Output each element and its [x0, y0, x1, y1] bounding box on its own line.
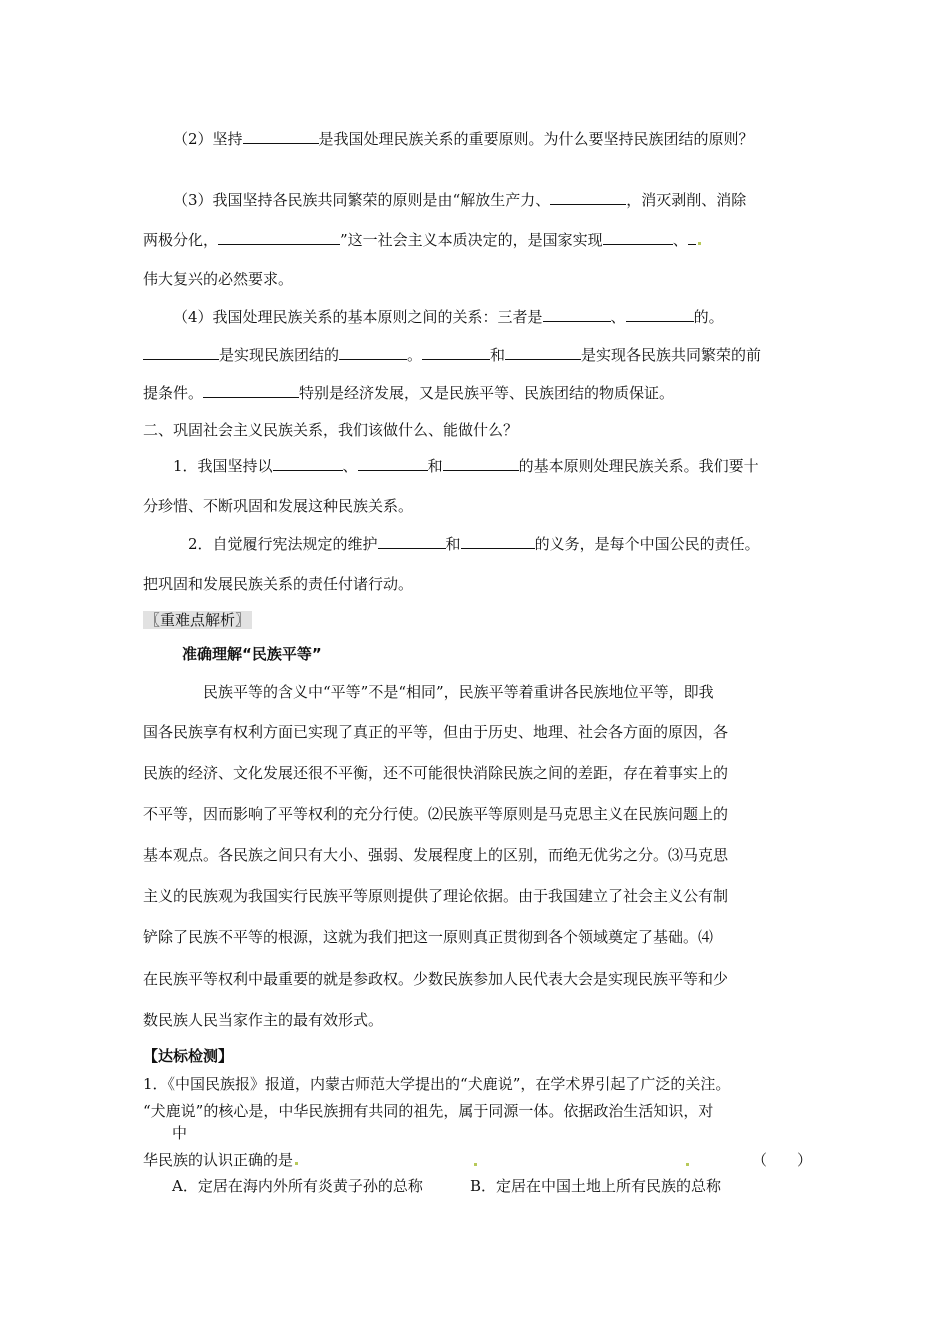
q3-line1: （3）我国坚持各民族共同繁荣的原则是由“解放生产力、 ，消灭剥削、消除: [173, 191, 747, 209]
q1-line1: 1．《中国民族报》报道，内蒙古师范大学提出的“犬鹿说”，在学术界引起了广泛的关注。: [143, 1075, 731, 1093]
blank[interactable]: [273, 456, 343, 471]
q1-line3: 中: [172, 1124, 188, 1142]
blank[interactable]: [422, 345, 490, 360]
item2-line1: 2．自觉履行宪法规定的维护 和 的义务，是每个中国公民的责任。: [188, 535, 760, 553]
blank[interactable]: [543, 307, 611, 322]
option-b[interactable]: B．定居在中国土地上所有民族的总称: [470, 1177, 722, 1195]
q1-line2: “犬鹿说”的核心是，中华民族拥有共同的祖先，属于同源一体。依据政治生活知识，对: [143, 1102, 714, 1120]
blank[interactable]: [461, 534, 535, 549]
blank[interactable]: [603, 230, 673, 245]
blank[interactable]: [143, 345, 219, 360]
analysis-line: 主义的民族观为我国实行民族平等原则提供了理论依据。由于我国建立了社会主义公有制: [143, 887, 729, 905]
analysis-heading: 〖重难点解析〗: [145, 611, 251, 629]
analysis-line: 在民族平等权利中最重要的就是参政权。少数民族参加人民代表大会是实现民族平等和少: [143, 970, 729, 988]
blank[interactable]: [688, 230, 696, 245]
blank[interactable]: [550, 190, 626, 205]
blank[interactable]: [626, 307, 694, 322]
analysis-line: 基本观点。各民族之间只有大小、强弱、发展程度上的区别，而绝无优劣之分。⑶马克思: [143, 846, 729, 864]
q4-line2: 是实现民族团结的 。 和 是实现各民族共同繁荣的前: [143, 345, 761, 365]
mark-dot: [698, 242, 701, 245]
test-heading: 【达标检测】: [143, 1047, 234, 1065]
q3-line3: 伟大复兴的必然要求。: [143, 270, 294, 288]
blank[interactable]: [443, 456, 519, 471]
item1-line1: 1．我国坚持以 、 和 的基本原则处理民族关系。我们要十: [173, 457, 759, 475]
analysis-line: 数民族人民当家作主的最有效形式。: [143, 1011, 384, 1029]
item1-line2: 分珍惜、不断巩固和发展这种民族关系。: [143, 497, 414, 515]
analysis-line: 民族平等的含义中“平等”不是“相同”，民族平等着重讲各民族地位平等，即我: [203, 683, 714, 701]
blank[interactable]: [339, 345, 407, 360]
q4-line3: 提条件。 特别是经济发展，又是民族平等、民族团结的物质保证。: [143, 384, 675, 402]
answer-paren[interactable]: （ ）: [752, 1151, 813, 1169]
option-a[interactable]: A．定居在海内外所有炎黄子孙的总称: [172, 1177, 423, 1195]
analysis-line: 不平等，因而影响了平等权利的充分行使。⑵民族平等原则是马克思主义在民族问题上的: [143, 805, 729, 823]
blank[interactable]: [358, 456, 428, 471]
q2-line: （2）坚持 是我国处理民族关系的重要原则。为什么要坚持民族团结的原则？: [173, 130, 754, 148]
blank[interactable]: [378, 534, 446, 549]
mark-dot: [474, 1163, 477, 1166]
blank[interactable]: [243, 129, 319, 144]
analysis-line: 国各民族享有权利方面已实现了真正的平等，但由于历史、地理、社会各方面的原因，各: [143, 723, 729, 741]
mark-dot: [295, 1162, 298, 1165]
analysis-line: 民族的经济、文化发展还很不平衡，还不可能很快消除民族之间的差距，存在着事实上的: [143, 764, 729, 782]
q4-line1: （4）我国处理民族关系的基本原则之间的关系：三者是 、 的。: [173, 308, 724, 326]
mark-dot: [686, 1163, 689, 1166]
q1-line4: 华民族的认识正确的是: [143, 1150, 298, 1170]
blank[interactable]: [505, 345, 581, 360]
item2-line2: 把巩固和发展民族关系的责任付诸行动。: [143, 575, 414, 593]
blank[interactable]: [203, 383, 299, 398]
analysis-title: 准确理解“民族平等”: [182, 645, 322, 663]
section2-heading: 二、巩固社会主义民族关系，我们该做什么、能做什么？: [143, 421, 519, 439]
analysis-line: 铲除了民族不平等的根源，这就为我们把这一原则真正贯彻到各个领域奠定了基础。⑷: [143, 928, 714, 946]
q3-line2: 两极分化， ”这一社会主义本质决定的，是国家实现 、: [143, 230, 701, 250]
blank[interactable]: [218, 230, 340, 245]
